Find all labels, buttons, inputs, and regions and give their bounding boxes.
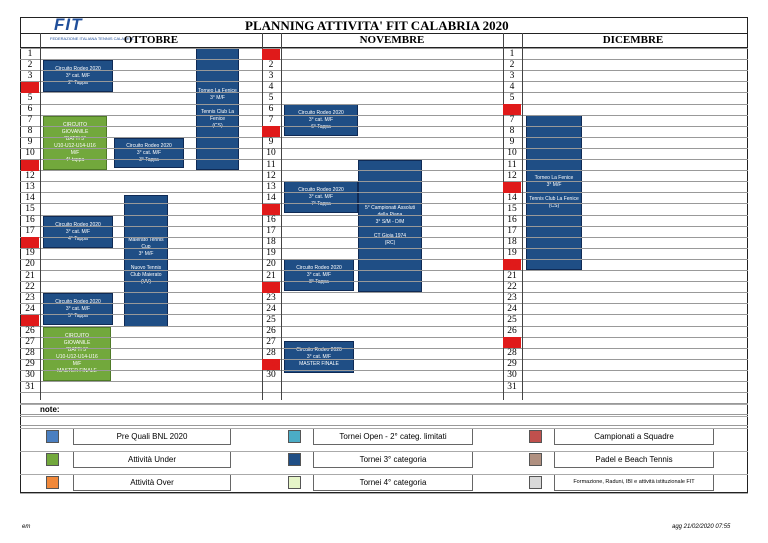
day-number: 23 (266, 292, 276, 303)
grid-row-line (20, 381, 748, 382)
event-line: (CS) (212, 123, 223, 129)
day-number: 13 (266, 181, 276, 192)
day-number: 10 (507, 148, 517, 159)
grid-col-line (40, 33, 41, 400)
day-number: 12 (266, 170, 276, 181)
day-number: 10 (25, 148, 35, 159)
event-line: Cup (141, 243, 151, 250)
grid-row-line (20, 281, 748, 282)
day-number: 15 (507, 203, 517, 214)
event-line: 3° M/F (138, 250, 154, 257)
day-number: 3 (268, 70, 274, 81)
day-number: 16 (25, 215, 35, 225)
day-number: 30 (507, 370, 517, 381)
day-number: 23 (25, 292, 35, 303)
event-line: (VV) (141, 278, 151, 285)
grid-row-line (20, 270, 748, 271)
day-number: 20 (266, 259, 276, 270)
logo-subtitle: FEDERAZIONE ITALIANA TENNIS CALABRIA (50, 36, 134, 41)
day-number: 28 (507, 348, 517, 359)
event-line: 3° S/M - D/M (375, 219, 405, 225)
day-number: 14 (25, 192, 35, 203)
day-number: 16 (507, 215, 517, 225)
grid-row-line (20, 170, 748, 171)
event-line: 3° cat. M/F (136, 149, 162, 156)
grid-row-line (20, 59, 748, 60)
grid-row-line (20, 115, 748, 116)
grid-row-line (20, 181, 748, 182)
legend-row-line (20, 493, 748, 494)
event-line: 3° cat. M/F (65, 305, 91, 312)
event-line: CIRCUITO (62, 122, 88, 128)
day-number: 16 (266, 215, 276, 225)
event-line: 3° cat. M/F (308, 116, 334, 123)
grid-row-line (20, 192, 748, 193)
day-number: 31 (507, 381, 517, 392)
grid-row-line (20, 226, 748, 227)
event-line: 7° Tappa (311, 200, 331, 207)
event-line: 4° Tappa (68, 235, 88, 242)
day-number: 8 (509, 126, 515, 137)
day-number: 7 (509, 115, 515, 126)
legend-row-line (20, 474, 748, 475)
event-line: della Piana (377, 212, 403, 218)
day-number: 29 (25, 359, 35, 370)
day-number: 2 (27, 59, 33, 70)
day-number: 20 (503, 259, 521, 270)
grid-row-line (20, 126, 748, 127)
legend-open: Tornei Open - 2° categ. limitati (313, 428, 473, 445)
event-line: Circuito Rodeo 2020 (55, 298, 101, 305)
event-line: Torneo La Fenice (534, 175, 574, 181)
legend-4cat: Tornei 4° categoria (313, 474, 473, 491)
event-line: Nuovo Tennis (130, 264, 162, 271)
event-line: MASTER FINALE (299, 360, 339, 367)
day-number: 17 (266, 226, 276, 237)
day-number: 5 (509, 92, 515, 103)
event-line: Club Maierato (130, 271, 162, 278)
month-novembre: NOVEMBRE (359, 34, 425, 46)
day-number: 19 (25, 248, 35, 259)
legend-formazione: Formazione, Raduni, IBI e attività istituzionale FIT (554, 474, 714, 491)
day-number: 26 (25, 326, 35, 336)
day-number: 18 (21, 237, 39, 248)
day-number: 27 (25, 337, 35, 348)
event-line: Maierato Tennis (128, 236, 164, 243)
day-number: 19 (266, 248, 276, 259)
grid-row-line (20, 203, 748, 204)
event-line: CIRCUITO (64, 333, 90, 339)
day-number: 15 (262, 204, 280, 215)
day-number: 27 (503, 337, 521, 348)
day-number: 11 (266, 159, 276, 170)
notes-label: note: (40, 405, 60, 414)
day-number: 3 (509, 70, 515, 81)
day-number: 6 (27, 104, 33, 114)
title-divider (20, 33, 748, 34)
event-line: Circuito Rodeo 2020 (296, 264, 342, 271)
legend-row-line (20, 416, 748, 417)
grid-row-line (20, 237, 748, 238)
grid-row-line (20, 370, 748, 371)
day-number: 4 (268, 81, 274, 92)
footer-author: em (22, 524, 31, 530)
day-number: 1 (262, 49, 280, 60)
day-number: 9 (268, 137, 274, 148)
day-number: 18 (507, 237, 517, 248)
day-number: 24 (25, 303, 35, 314)
day-number: 10 (266, 148, 276, 159)
day-number: 29 (507, 359, 517, 370)
day-number: 8 (27, 126, 33, 137)
day-number: 6 (503, 104, 521, 115)
day-number: 20 (25, 259, 35, 270)
day-number: 6 (268, 104, 274, 114)
page-title: PLANNING ATTIVITA' FIT CALABRIA 2020 (245, 18, 509, 33)
day-number: 9 (27, 137, 33, 148)
day-number: 26 (507, 326, 517, 336)
month-ottobre: OTTOBRE (123, 34, 179, 46)
day-number: 28 (25, 348, 35, 359)
event-line: 3° M/F (210, 95, 225, 101)
event-line: Circuito Rodeo 2020 (298, 109, 344, 116)
grid-row-line (20, 392, 748, 393)
grid-col-line (522, 33, 523, 400)
event-line: M/F (70, 150, 80, 156)
day-number: 28 (266, 348, 276, 359)
day-number: 14 (266, 192, 276, 203)
day-number: 15 (25, 203, 35, 214)
event-line: 5° Tappa (68, 312, 88, 319)
event-line: 8° Tappa (309, 278, 329, 285)
day-number: 21 (25, 270, 35, 281)
event-line: GIOVANILE (63, 340, 91, 346)
day-number: 31 (25, 381, 35, 392)
event-line: 3° cat. M/F (308, 193, 334, 200)
grid-row-line (20, 70, 748, 71)
grid-row-line (20, 159, 748, 160)
grid-row-line (20, 48, 748, 49)
event-line: Tennis Club La Fenice (529, 196, 579, 202)
day-number: 26 (266, 326, 276, 336)
event-line: 3° cat. M/F (65, 228, 91, 235)
grid-row-line (20, 425, 748, 426)
day-number: 4 (21, 82, 39, 93)
day-number: 11 (507, 159, 517, 170)
day-number: 21 (266, 270, 276, 281)
grid-row-line (20, 259, 748, 260)
day-number: 17 (507, 226, 517, 237)
calendar-frame (20, 17, 748, 493)
grid-row-line (20, 215, 748, 216)
day-number: 24 (266, 303, 276, 314)
grid-row-line (20, 337, 748, 338)
event-line: U10-U12-U14-U16 (54, 143, 96, 149)
day-number: 24 (507, 303, 517, 314)
legend-under: Attività Under (73, 451, 231, 468)
day-number: 3 (27, 70, 33, 81)
day-number: 18 (266, 237, 276, 248)
day-number: 4 (509, 81, 515, 92)
grid-row-line (20, 92, 748, 93)
day-number: 9 (509, 137, 515, 148)
legend-row-line (20, 428, 748, 429)
day-number: 29 (262, 359, 280, 370)
grid-row-line (20, 81, 748, 82)
day-number: 5 (27, 92, 33, 103)
event-line: Circuito Rodeo 2020 (55, 221, 101, 228)
event-line: 5° Campionati Assoluti (364, 205, 416, 211)
event-line: Tennis Club La Fenice (200, 109, 235, 122)
day-number: 25 (266, 314, 276, 325)
day-number: 7 (268, 115, 274, 126)
event-line: 2° Tappa (68, 79, 88, 86)
footer-updated: agg 21/02/2020 07:55 (672, 524, 731, 530)
legend-over: Attività Over (73, 474, 231, 491)
legend-row-line (20, 451, 748, 452)
day-number: 2 (509, 59, 515, 70)
grid-row-line (20, 137, 748, 138)
day-number: 22 (25, 281, 35, 292)
day-number: 2 (268, 59, 274, 70)
event-line: 3° M/F (546, 182, 562, 188)
event-line: Circuito Rodeo 2020 (296, 346, 342, 353)
legend-padel: Padel e Beach Tennis (554, 451, 714, 468)
day-number: 13 (503, 182, 521, 193)
event-line: (RC) (384, 240, 396, 246)
grid-row-line (20, 303, 748, 304)
day-number: 1 (509, 48, 515, 59)
event-line: Circuito Rodeo 2020 (126, 142, 172, 149)
legend-squadre: Campionati a Squadre (554, 428, 714, 445)
event-line: (CS) (548, 203, 560, 209)
day-number: 8 (262, 126, 280, 137)
day-number: 7 (27, 115, 33, 126)
legend-3cat: Tornei 3° categoria (313, 451, 473, 468)
event-line: 6° Tappa (311, 123, 331, 130)
event-line: M/F (72, 361, 82, 367)
grid-row-line (20, 326, 748, 327)
legend-pre-quali: Pre Quali BNL 2020 (73, 428, 231, 445)
day-number: 12 (25, 170, 35, 181)
legend-row-line (20, 404, 748, 405)
day-number: 14 (507, 192, 517, 203)
event-line: "BATTI 5" (64, 136, 86, 142)
event-line: GIOVANILE (61, 129, 89, 135)
grid-row-line (20, 104, 748, 105)
grid-row-line (20, 148, 748, 149)
month-dicembre: DICEMBRE (602, 34, 664, 46)
day-number: 17 (25, 226, 35, 237)
event-line: 3° cat. M/F (306, 353, 332, 360)
day-number: 30 (25, 370, 35, 381)
event-line: 4° tappa (65, 157, 85, 163)
day-number: 23 (507, 292, 517, 303)
grid-row-line (20, 314, 748, 315)
grid-row-line (20, 292, 748, 293)
event-line: "BATTI 5" (66, 347, 88, 353)
day-number: 19 (507, 248, 517, 259)
day-number: 22 (507, 281, 517, 292)
event-line: MASTER FINALE (57, 368, 97, 374)
grid-row-line (20, 348, 748, 349)
event-line: U10-U12-U14-U16 (56, 354, 98, 360)
event-line: 3° Tappa (139, 156, 159, 163)
day-number: 12 (507, 170, 517, 181)
grid-row-line (20, 359, 748, 360)
logo-text: FIT (54, 15, 83, 34)
event-line: Circuito Rodeo 2020 (55, 65, 101, 72)
day-number: 25 (21, 315, 39, 326)
day-number: 30 (266, 370, 276, 381)
day-number: 21 (507, 270, 517, 281)
day-number: 1 (27, 48, 33, 59)
event-line: 3° cat. M/F (306, 271, 332, 278)
event-line: Torneo La Fenice (198, 88, 237, 94)
day-number: 25 (507, 314, 517, 325)
event-line: Circuito Rodeo 2020 (298, 186, 344, 193)
event-line: CT Gioia 1974 (373, 233, 407, 239)
grid-col-line (281, 33, 282, 400)
day-number: 27 (266, 337, 276, 348)
day-number: 11 (21, 160, 39, 171)
day-number: 5 (268, 92, 274, 103)
event-line: 3° cat. M/F (65, 72, 91, 79)
day-number: 13 (25, 181, 35, 192)
day-number: 22 (262, 282, 280, 293)
grid-row-line (20, 248, 748, 249)
